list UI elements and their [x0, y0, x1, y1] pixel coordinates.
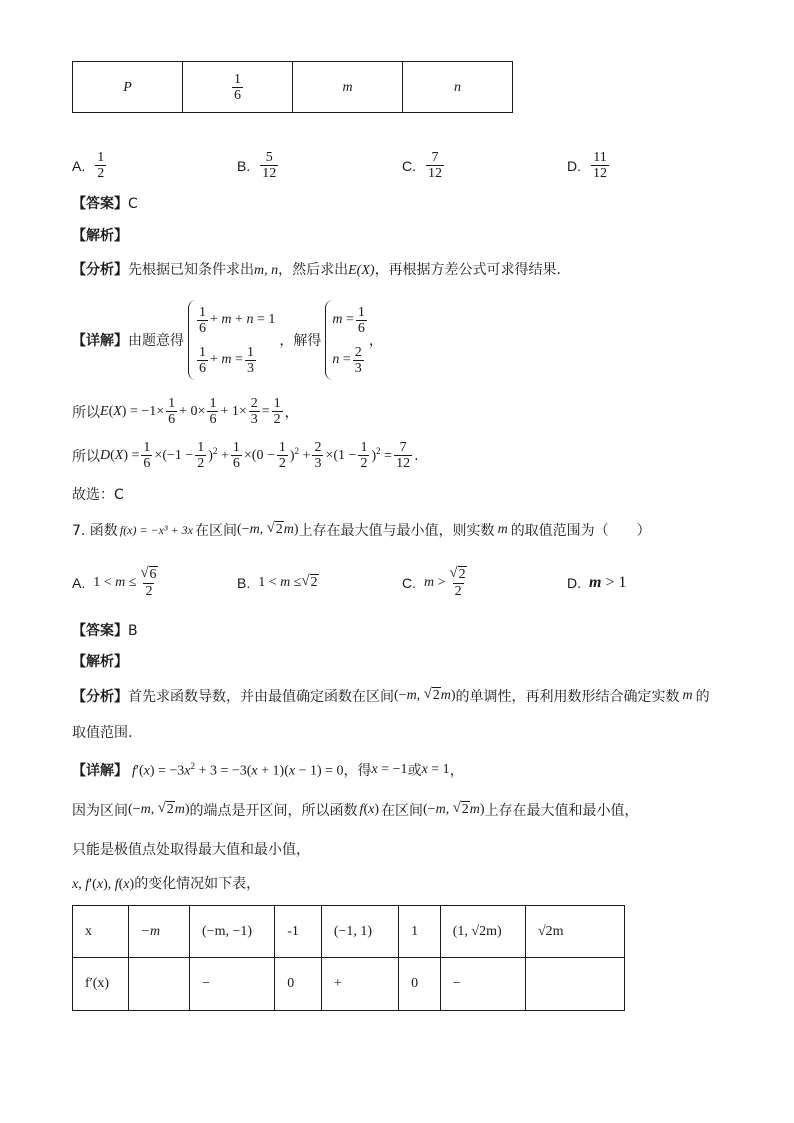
- table-cell-m: m: [293, 62, 403, 113]
- q7-option-d: D. m > 1: [567, 573, 627, 591]
- table-cell: (−1, 1): [321, 906, 398, 958]
- q7-option-c: C. m > √ 2 2: [402, 565, 466, 600]
- q6-analysis-tag: 【解析】: [72, 228, 128, 244]
- q7-derivative: 【详解】 $f'(x) = -3x^2 + 3 = -3(x + 1)(x - 1) = 0$ ，得 x = −1 或 x = 1 ，: [72, 760, 464, 779]
- q6-answer: 【答案】C: [72, 196, 138, 212]
- table-cell: 1: [399, 906, 441, 958]
- q7-stem: 7. 函数 f(x) = −x³ + 3x 在区间 (−m, √ 2 m) 上存在最大值与最小值，则实数 m 的取值范围为（ ）: [72, 520, 651, 539]
- q7-fenxi-line2: 取值范围.: [72, 725, 133, 741]
- table-cell: (1, √2m): [440, 906, 525, 958]
- q6-variance: 所以 D(X) = $\frac{1}{6}$ ×(−1 − $\frac{1}{2}$ )$^2$ + $\frac{1}{6}$ ×(0 − $\frac{1}{2}$ )$^2$ + $\frac{2}{3}$ ×(1 − $\frac{1}{2}$ )$^2$ = $\frac{7}{12}$ .: [72, 440, 419, 471]
- table-cell-label: P: [73, 62, 183, 113]
- table-cell: x: [73, 906, 129, 958]
- q6-expectation: 所以 E(X) = −1× $\frac{1}{6}$ + 0× $\frac{1}{6}$ + 1× $\frac{2}{3}$ = $\frac{1}{2}$ ，: [72, 396, 299, 427]
- table-cell: +: [321, 958, 398, 1011]
- q7-option-b: B. 1 < m ≤ √ 2: [237, 573, 318, 591]
- q6-option-c: C. $\frac{7}{12}$: [402, 150, 442, 181]
- table-cell: f′(x): [73, 958, 129, 1011]
- table-cell: -1: [275, 906, 322, 958]
- q6-options: [72, 150, 732, 181]
- q7-line-b: 因为区间 (−m, √ 2 m) 的端点是开区间，所以函数 f(x) 在区间 (−m, √ 2 m) 上存在最大值和最小值，: [72, 800, 639, 819]
- q6-xiangjie: 【详解】 由题意得 $\frac{1}{6}$ + m + n = 1 $\frac{1}{6}$ + m = $\frac{1}{3}$ ，解得 m = $\frac{1}{6}$ n = $\frac{2}{3}$ ，: [72, 300, 383, 380]
- q7-line-d: x, f′(x), f(x)的变化情况如下表，: [72, 876, 261, 892]
- q7-answer: 【答案】B: [72, 623, 138, 639]
- q6-option-d: D. $\frac{11}{12}$: [567, 150, 607, 181]
- q6-option-b: B. $\frac{5}{12}$: [237, 150, 277, 181]
- table-cell: [128, 958, 189, 1011]
- q7-line-c: 只能是极值点处取得最大值和最小值，: [72, 842, 310, 858]
- table-cell: −: [190, 958, 275, 1011]
- table-cell: [525, 958, 624, 1011]
- equation-system: $\frac{1}{6}$ + m + n = 1 $\frac{1}{6}$ + m = $\frac{1}{3}$: [188, 300, 275, 380]
- probability-table: [72, 61, 513, 113]
- variation-table: [72, 905, 625, 1011]
- q7-analysis-tag: 【解析】: [72, 654, 128, 670]
- table-cell-n: n: [403, 62, 513, 113]
- table-cell: −: [440, 958, 525, 1011]
- q7-fenxi: 【分析】 首先求函数导数，并由最值确定函数在区间 (−m, √ 2 m) 的单调性，再利用数形结合确定实数 m 的: [72, 686, 710, 705]
- q7-option-a: A. 1 < m ≤ √ 6 2: [72, 565, 157, 600]
- q6-option-a: A. $\frac{1}{2}$: [72, 150, 105, 181]
- table-cell: (−m, −1): [190, 906, 275, 958]
- table-cell: 0: [275, 958, 322, 1011]
- table-cell: −m: [128, 906, 189, 958]
- table-cell-fraction: $\frac{1}{6}$: [182, 62, 292, 113]
- q7-options: [72, 566, 732, 599]
- q6-final-choice: 故选：C: [72, 487, 124, 503]
- q6-fenxi: 【分析】先根据已知条件求出m, n，然后求出E(X)，再根据方差公式可求得结果.: [72, 262, 562, 278]
- table-cell: √2m: [525, 906, 624, 958]
- table-cell: 0: [399, 958, 441, 1011]
- solution-system: m = $\frac{1}{6}$ n = $\frac{2}{3}$: [325, 300, 369, 380]
